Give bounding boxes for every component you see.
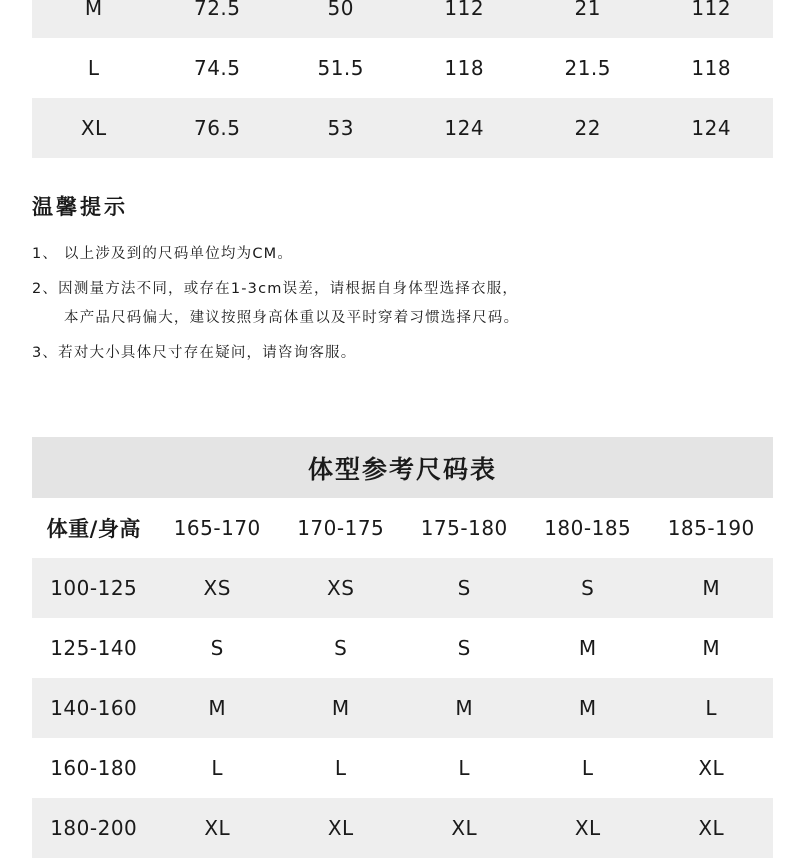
table-cell: 125-140 [50, 636, 138, 660]
table-cell: M [331, 696, 350, 720]
table-title: 体型参考尺码表 [307, 454, 497, 484]
tip-line-2a: 2、因测量方法不同，或存在1-3cm误差，请根据自身体型选择衣服， [32, 281, 519, 297]
table-header-row [32, 498, 773, 558]
table-cell: XL [80, 116, 107, 140]
table-cell: S [581, 576, 595, 600]
tips-title: 温馨提示 [32, 195, 128, 219]
size-measurement-table [32, 0, 773, 158]
table-row [32, 678, 773, 738]
table-row [32, 558, 773, 618]
table-cell: 21.5 [564, 56, 612, 80]
table-cell: M [455, 696, 474, 720]
table-row [32, 98, 773, 158]
table-cell: M [84, 0, 103, 20]
header-cell: 175-180 [420, 516, 508, 540]
table-cell: L [581, 756, 594, 780]
table-cell: 21 [574, 0, 601, 20]
table-cell: 76.5 [193, 116, 241, 140]
header-cell: 170-175 [297, 516, 385, 540]
table-row [32, 38, 773, 98]
table-row [32, 618, 773, 678]
table-cell: 22 [574, 116, 601, 140]
table-cell: 100-125 [50, 576, 138, 600]
table-cell: XL [698, 756, 725, 780]
table-row [32, 0, 773, 38]
header-cell: 185-190 [667, 516, 755, 540]
table-cell: L [705, 696, 718, 720]
table-cell: XS [203, 576, 231, 600]
table-cell: L [87, 56, 100, 80]
table-cell: 72.5 [193, 0, 241, 20]
table-cell: S [457, 576, 471, 600]
header-cell: 180-185 [544, 516, 632, 540]
table-cell: XL [204, 816, 231, 840]
table-cell: M [208, 696, 227, 720]
table-cell: 118 [444, 56, 485, 80]
table-cell: XL [574, 816, 601, 840]
header-cell: 体重/身高 [46, 517, 141, 541]
table-cell: 112 [444, 0, 485, 20]
table-cell: 112 [691, 0, 732, 20]
table-cell: 118 [691, 56, 732, 80]
tip-line-1: 1、 以上涉及到的尺码单位均为CM。 [32, 246, 294, 262]
table-cell: 50 [327, 0, 354, 20]
table-row [32, 738, 773, 798]
table-cell: S [210, 636, 224, 660]
table-cell: XL [451, 816, 478, 840]
table-cell: S [457, 636, 471, 660]
tip-line-2b: 本产品尺码偏大，建议按照身高体重以及平时穿着习惯选择尺码。 [64, 310, 520, 326]
tip-line-3: 3、若对大小具体尺寸存在疑问，请咨询客服。 [32, 345, 357, 361]
table-cell: 53 [327, 116, 354, 140]
body-type-reference-table [32, 437, 773, 858]
table-row [32, 798, 773, 858]
table-cell: M [702, 576, 721, 600]
table-cell: L [458, 756, 471, 780]
table-cell: 51.5 [317, 56, 365, 80]
table-cell: M [702, 636, 721, 660]
table-cell: XS [327, 576, 355, 600]
table-cell: 74.5 [193, 56, 241, 80]
table-cell: 140-160 [50, 696, 138, 720]
table-cell: 180-200 [50, 816, 138, 840]
table-cell: 160-180 [50, 756, 138, 780]
table-cell: M [578, 696, 597, 720]
table-cell: XL [327, 816, 354, 840]
table-cell: 124 [444, 116, 485, 140]
table-cell: L [211, 756, 224, 780]
table-cell: S [334, 636, 348, 660]
table-title-row [32, 437, 773, 498]
header-cell: 165-170 [173, 516, 261, 540]
table-cell: M [578, 636, 597, 660]
table-cell: XL [698, 816, 725, 840]
table-cell: L [334, 756, 347, 780]
table-cell: 124 [691, 116, 732, 140]
tips-section [32, 190, 772, 368]
